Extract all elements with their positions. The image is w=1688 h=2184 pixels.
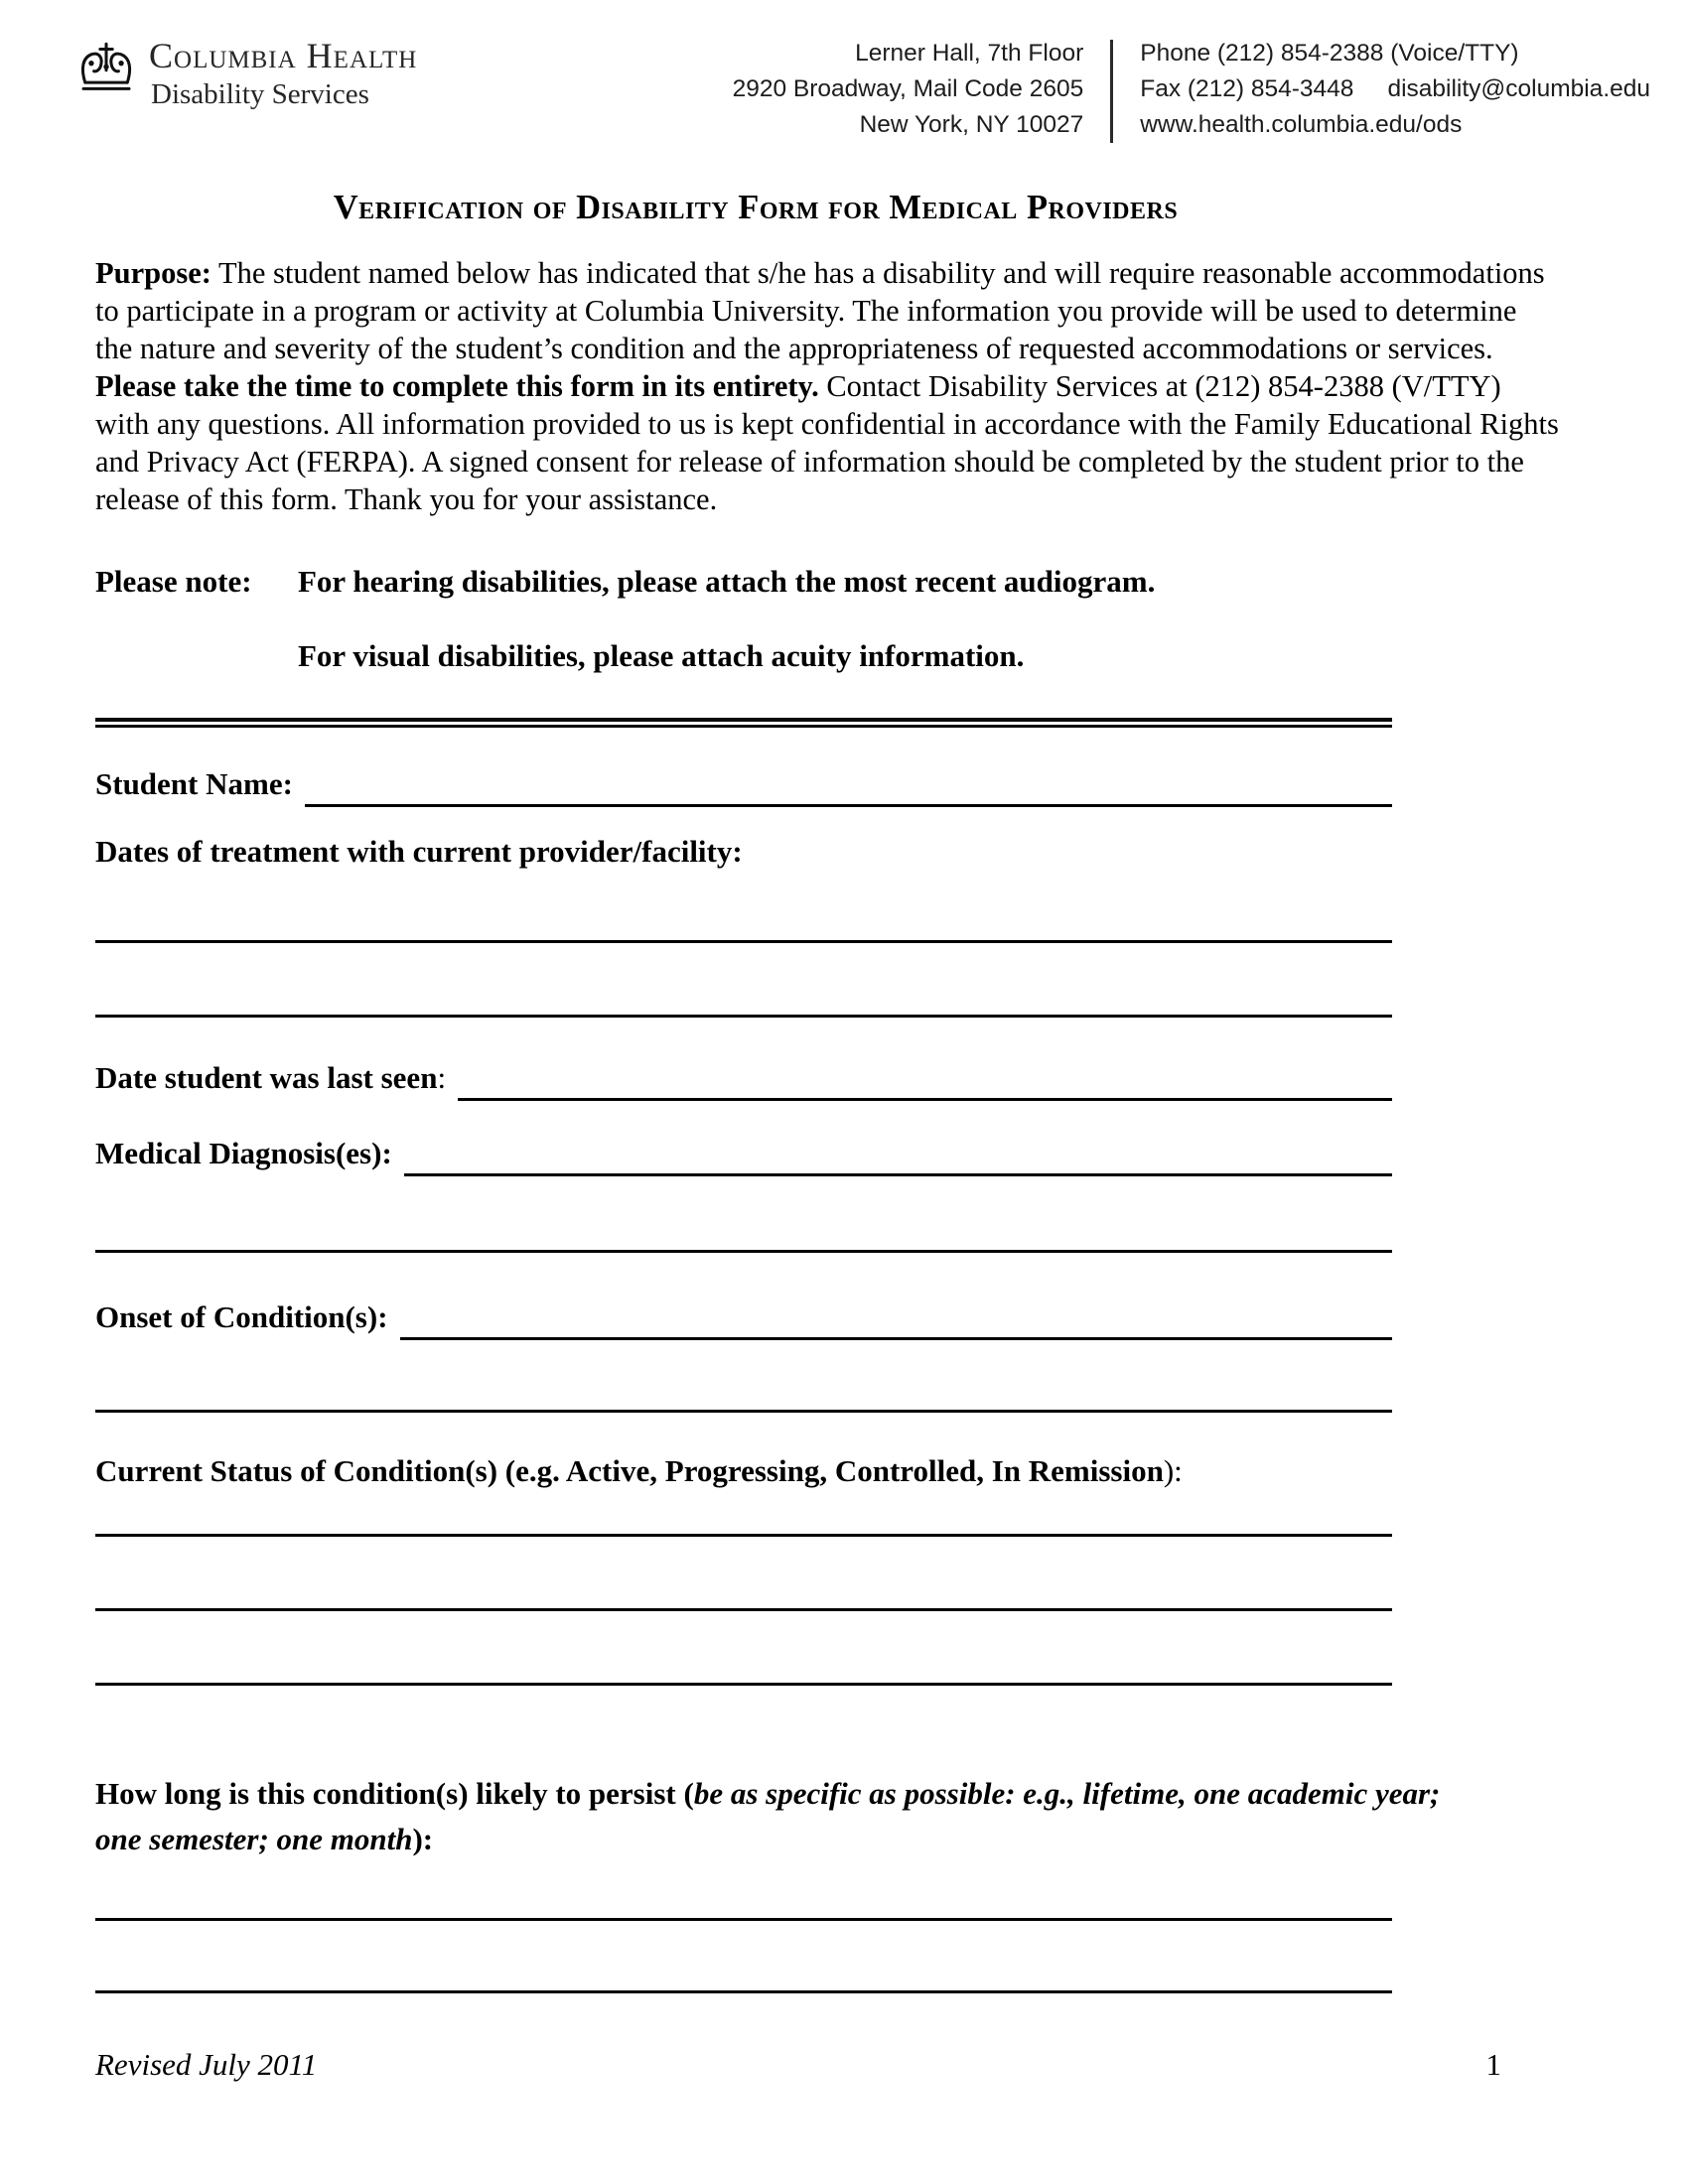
medical-diagnosis-label: Medical Diagnosis(es):	[95, 1136, 392, 1170]
email-address: disability@columbia.edu	[1387, 75, 1650, 102]
date-last-seen-label: Date student was last seen	[95, 1060, 438, 1095]
current-status-line-2[interactable]	[95, 1608, 1392, 1611]
medical-diagnosis-line-2[interactable]	[95, 1250, 1392, 1253]
current-status-line-1[interactable]	[95, 1534, 1392, 1537]
current-status-suffix: ):	[1163, 1453, 1183, 1488]
dates-of-treatment-line-1[interactable]	[95, 940, 1392, 943]
page-header	[0, 0, 1688, 143]
fax-number: Fax (212) 854-3448	[1140, 75, 1354, 102]
contact-block	[1140, 34, 1650, 143]
medical-diagnosis-input-line[interactable]	[404, 1131, 1392, 1176]
address-line-2: 2920 Broadway, Mail Code 2605	[732, 75, 1084, 102]
student-name-field	[95, 761, 1392, 807]
page-number: 1	[1485, 2047, 1501, 2082]
address-block	[733, 34, 1084, 143]
section-divider-rule	[95, 718, 1392, 728]
purpose-bold-sentence: Please take the time to complete this form in its entirety.	[95, 369, 819, 403]
how-long-italic-1: be as specific as possible: e.g., lifetime, one academic year;	[693, 1776, 1441, 1811]
how-long-suffix: ):	[412, 1822, 434, 1856]
address-line-3: New York, NY 10027	[859, 111, 1084, 138]
columbia-crown-icon	[75, 38, 137, 99]
dates-of-treatment-line-2[interactable]	[95, 1015, 1392, 1018]
purpose-label: Purpose:	[95, 256, 211, 290]
dates-of-treatment-label: Dates of treatment with current provider/facility:	[95, 834, 743, 869]
how-long-italic-2: one semester; one month	[95, 1822, 413, 1856]
date-last-seen-input-line[interactable]	[458, 1055, 1392, 1101]
form-body	[0, 189, 1688, 2085]
current-status-label-bold: Current Status of Condition(s) (e.g. Active, Progressing, Controlled, In Remission	[95, 1453, 1164, 1488]
please-note-lines	[298, 562, 1155, 676]
fax-email-line	[1140, 71, 1650, 107]
date-last-seen-colon: :	[437, 1060, 447, 1095]
page-title: Verification of Disability Form for Medical Providers	[333, 189, 1179, 226]
onset-line-2[interactable]	[95, 1410, 1392, 1413]
student-name-label: Student Name:	[95, 766, 293, 801]
date-last-seen-field	[95, 1055, 1392, 1101]
how-long-label-bold: How long is this condition(s) likely to persist (	[95, 1776, 694, 1811]
logo-org-name: Columbia Health	[149, 36, 418, 75]
purpose-text-1: The student named below has indicated that s/he has a disability and will require reasonable accommodations to participate in a program or activity at Columbia University. The information you provide will be used to determine the nature and severity of the student’s condition and the appropriateness of requested accommodations or services.	[95, 256, 1545, 365]
phone-line: Phone (212) 854-2388 (Voice/TTY)	[1140, 40, 1519, 67]
logo-department: Disability Services	[151, 78, 369, 110]
address-line-1: Lerner Hall, 7th Floor	[855, 40, 1084, 67]
onset-label: Onset of Condition(s):	[95, 1299, 388, 1334]
current-status-label	[95, 1448, 1559, 1494]
student-name-input-line[interactable]	[305, 761, 1392, 807]
logo-text	[149, 34, 417, 111]
medical-diagnosis-field	[95, 1131, 1392, 1176]
onset-field	[95, 1295, 1392, 1340]
how-long-line-2[interactable]	[95, 1990, 1392, 1993]
how-long-label	[95, 1771, 1559, 1862]
purpose-paragraph	[95, 254, 1559, 518]
purpose-text-2: Contact Disability Services at (212) 854-2388 (V/TTY) with any questions. All information provided to us is kept confidential in accordance with the Family Educational Rights and Privacy Act (FERPA). A signed consent for release of information should be completed by the student prior to the release of this form. Thank you for your assistance.	[95, 369, 1559, 516]
header-divider	[1110, 40, 1113, 143]
current-status-line-3[interactable]	[95, 1683, 1392, 1686]
how-long-line-1[interactable]	[95, 1918, 1392, 1921]
revision-date: Revised July 2011	[95, 2047, 318, 2082]
page-footer	[95, 2045, 1559, 2085]
note-hearing-line: For hearing disabilities, please attach the most recent audiogram.	[298, 564, 1156, 599]
note-visual-line: For visual disabilities, please attach acuity information.	[298, 638, 1025, 673]
website-url: www.health.columbia.edu/ods	[1140, 111, 1463, 138]
please-note-label: Please note:	[95, 564, 252, 599]
columbia-health-logo	[75, 34, 417, 111]
onset-input-line[interactable]	[400, 1295, 1392, 1340]
please-note-section	[95, 562, 1559, 676]
